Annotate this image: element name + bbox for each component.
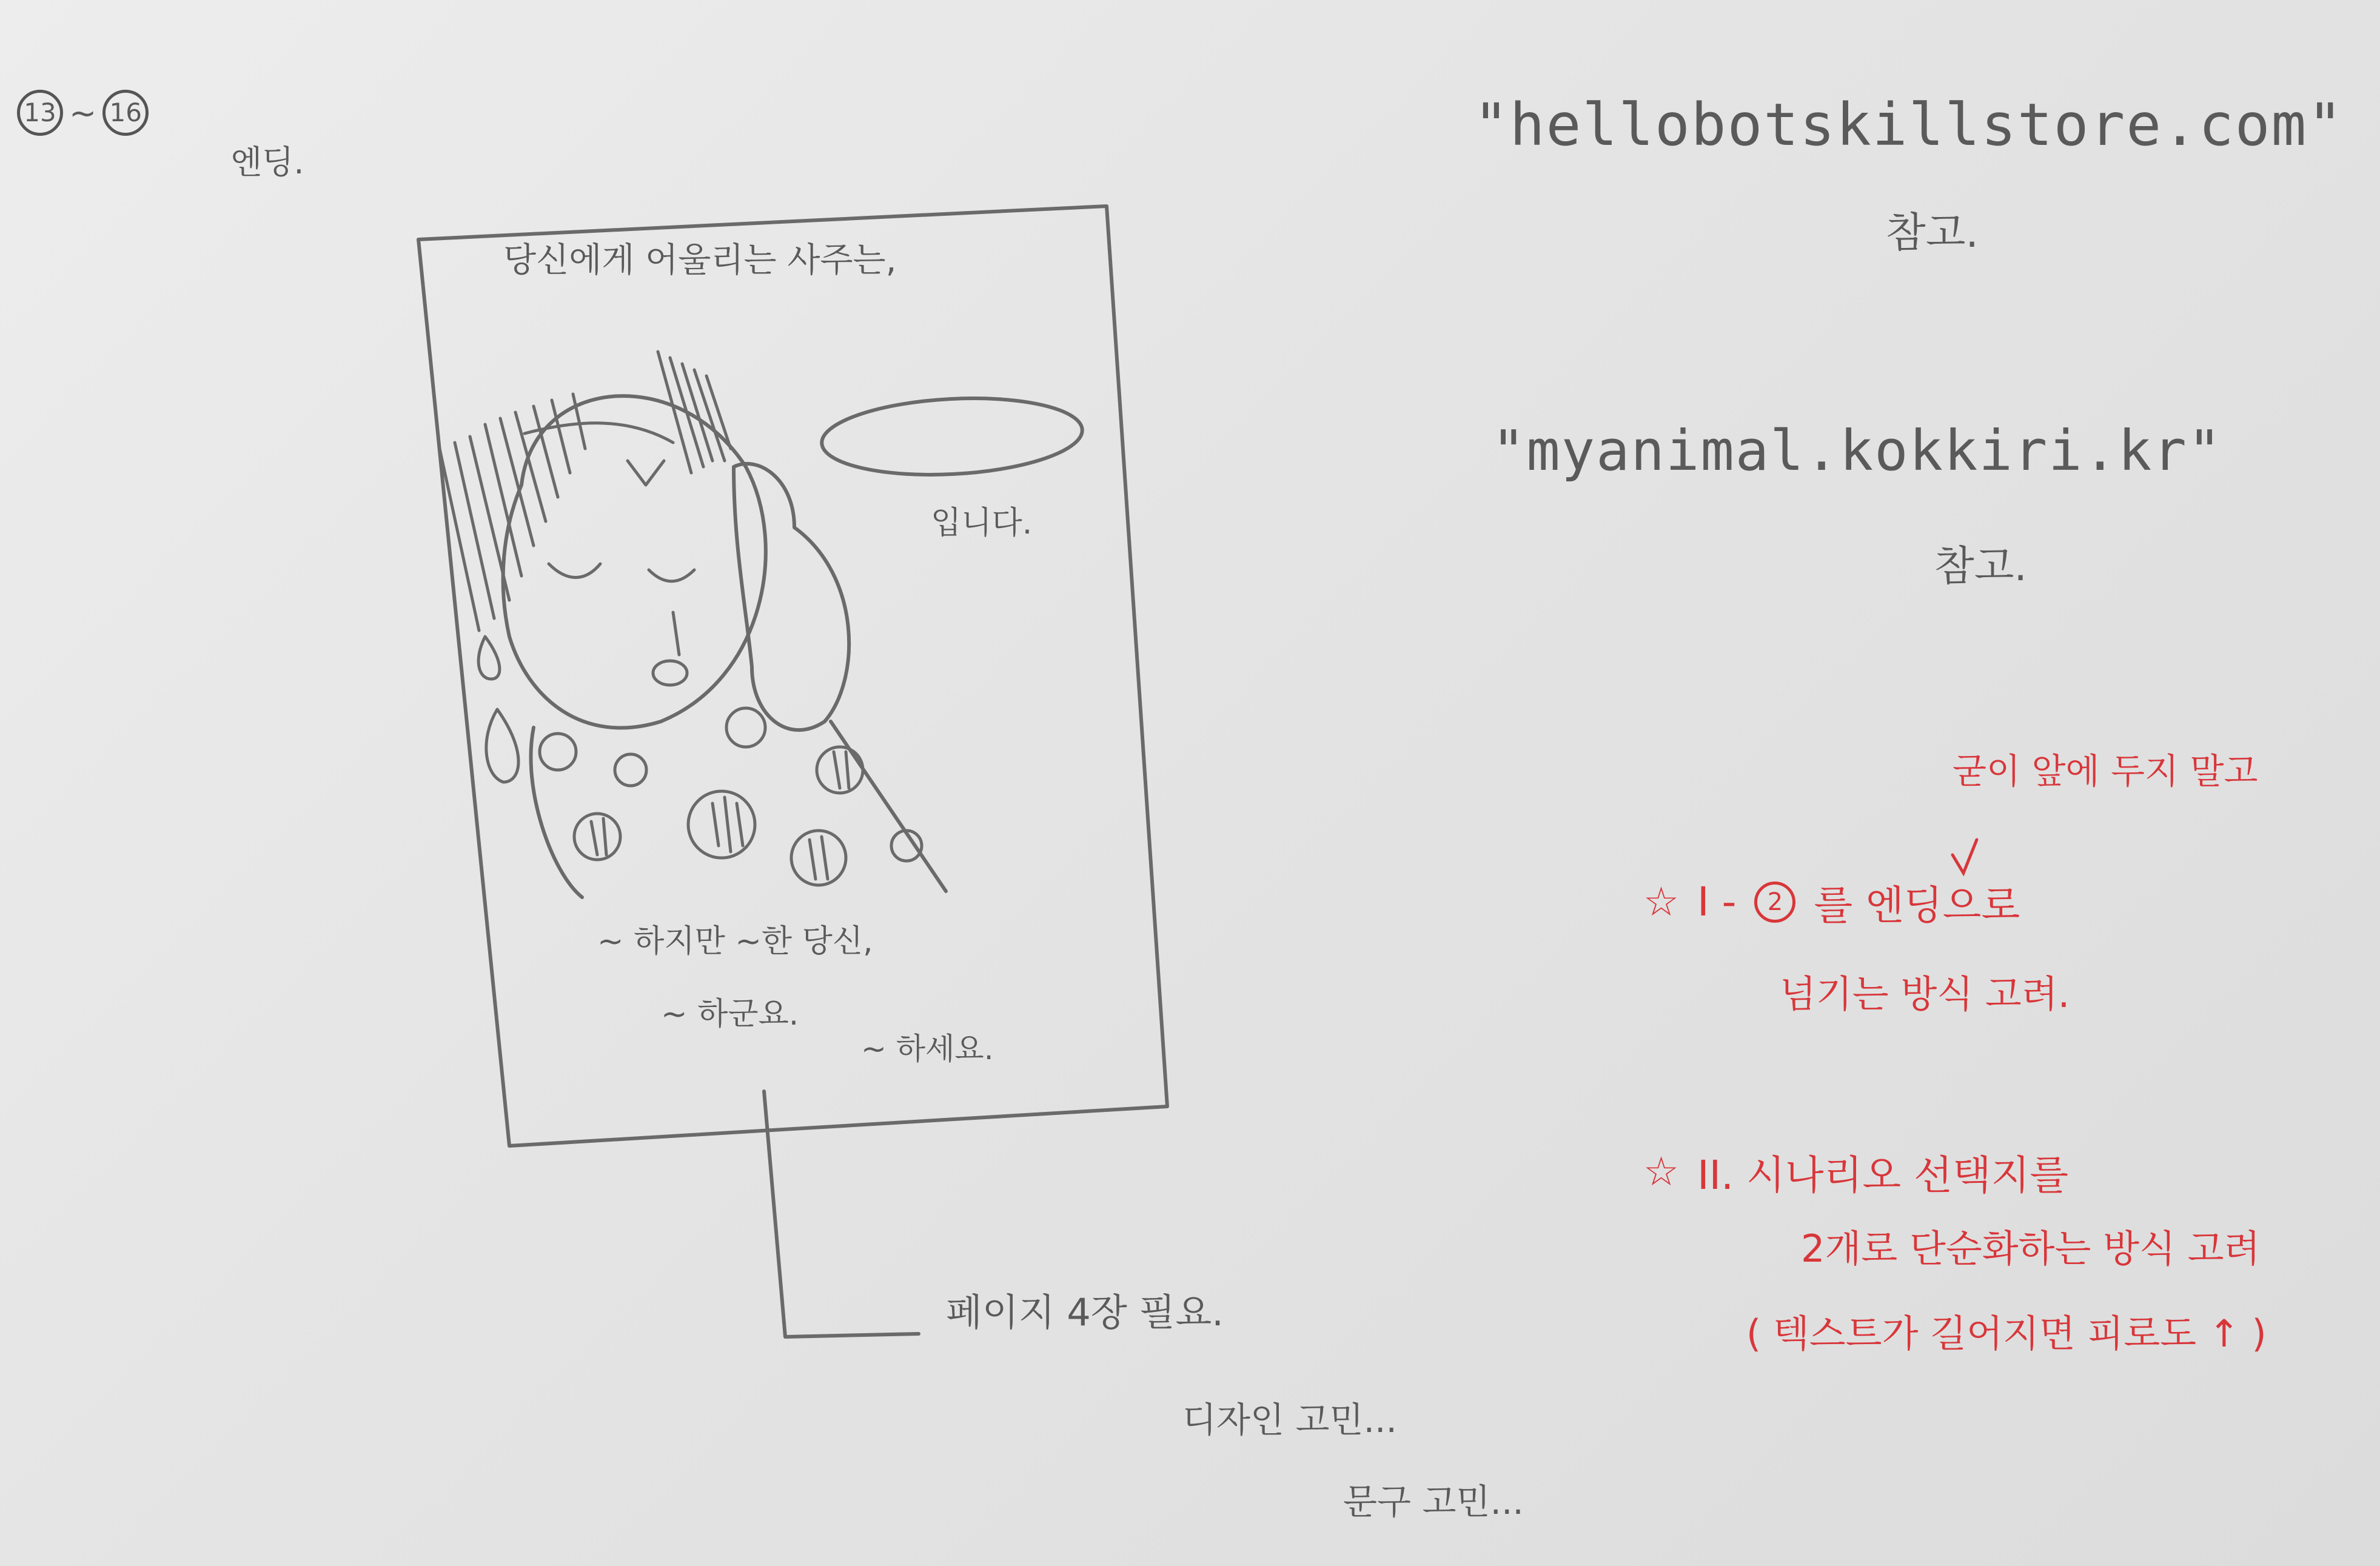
card-result-suffix: 입니다. [931,505,1033,541]
character-head [503,396,766,728]
sweat-drop [478,637,500,679]
character-hair [440,352,731,631]
note-1-line-2: 넘기는 방식 고려. [1780,972,2070,1016]
card-line-3: ~ 하세요. [861,1031,994,1066]
card-header: 당신에게 어울리는 사주는, [503,241,897,280]
character-face [549,461,694,685]
note-2-line-2: 2개로 단순화하는 방식 고려 [1801,1226,2261,1271]
callout-copy: 문구 고민... [1343,1481,1524,1522]
card-line-1: ~ 하지만 ~한 당신, [597,923,873,960]
shirt-dots [540,708,922,885]
reference-note: 참고. [1886,209,1979,257]
note-1-circled-number: 2 [1754,882,1795,923]
note-1-rest: 를 엔딩으로 [1814,882,2020,929]
ending-range [17,90,149,136]
sweat-drop [486,709,518,782]
star-icon: ☆ [1643,878,1680,925]
callout-design: 디자인 고민... [1182,1399,1397,1441]
reference-url: "hellobotskillstore.com" [1473,91,2344,159]
character-hand [734,464,849,730]
callout-pages: 페이지 4장 필요. [946,1290,1224,1334]
range-end-number: 16 [102,90,149,136]
ending-label: 엔딩. [230,143,304,181]
note-1-insert: 굳이 앞에 두지 말고 [1953,751,2258,792]
reference-url: "myanimal.kokkiri.kr" [1492,418,2223,483]
card-line-2: ~ 하군요. [661,996,799,1032]
result-oval [820,392,1084,481]
insert-caret [1953,840,1977,873]
star-icon: ☆ [1643,1148,1680,1195]
note-1-roman: I - [1697,878,1737,925]
note-1-line-1 [1643,873,2020,931]
note-2-text: II. 시나리오 선택지를 [1697,1152,2069,1199]
range-separator: ~ [69,93,97,132]
note-2-line-3: ( 텍스트가 길어지면 피로도 ↑ ) [1746,1311,2267,1356]
reference-note: 참고. [1934,543,2027,591]
range-start-number: 13 [17,90,63,136]
note-2-line-1 [1643,1143,2068,1200]
